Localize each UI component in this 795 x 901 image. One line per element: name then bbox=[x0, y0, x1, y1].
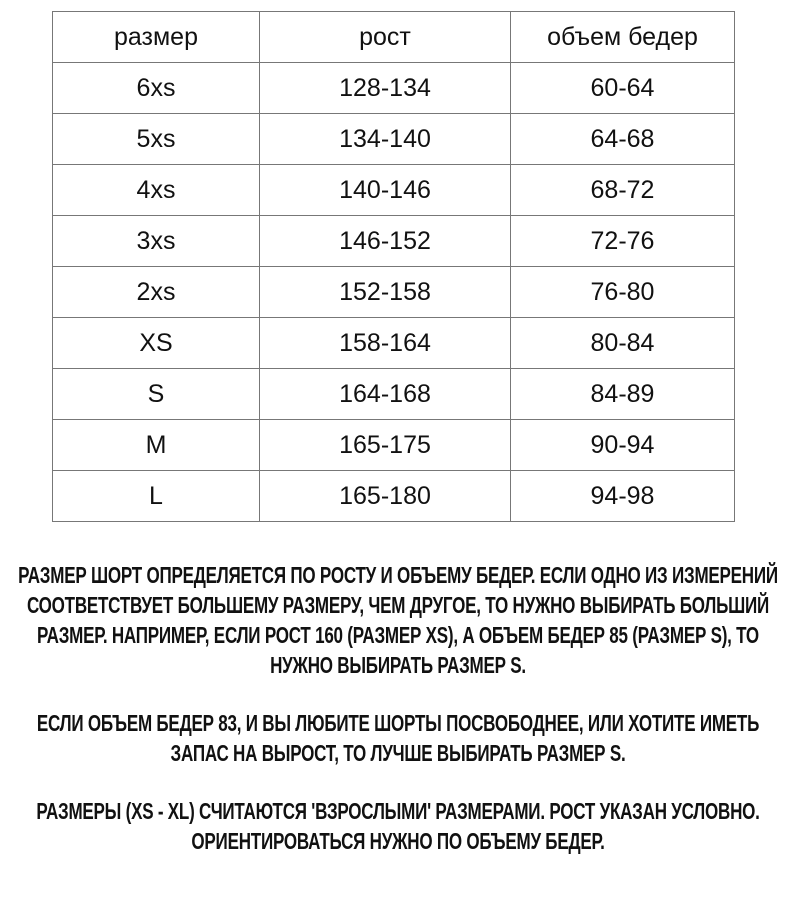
table-row bbox=[53, 369, 735, 420]
table-row bbox=[53, 318, 735, 369]
table-row bbox=[53, 63, 735, 114]
column-header-size: размер bbox=[53, 12, 260, 63]
cell-height: 152-158 bbox=[260, 267, 511, 318]
cell-height: 158-164 bbox=[260, 318, 511, 369]
cell-hips: 90-94 bbox=[511, 420, 735, 471]
note-paragraph-adult-sizes: РАЗМЕРЫ (XS - XL) СЧИТАЮТСЯ 'ВЗРОСЛЫМИ' РАЗМЕРАМИ. РОСТ УКАЗАН УСЛОВНО. ОРИЕНТИРОВАТЬСЯ НУЖНО ПО ОБЪЕМУ БЕДЕР. bbox=[36, 798, 760, 854]
column-header-hips: объем бедер bbox=[511, 12, 735, 63]
cell-height: 128-134 bbox=[260, 63, 511, 114]
column-header-height: рост bbox=[260, 12, 511, 63]
table-header-row bbox=[53, 12, 735, 63]
cell-size: XS bbox=[53, 318, 260, 369]
table-row bbox=[53, 216, 735, 267]
table-row bbox=[53, 420, 735, 471]
cell-hips: 94-98 bbox=[511, 471, 735, 522]
cell-hips: 72-76 bbox=[511, 216, 735, 267]
table-row bbox=[53, 267, 735, 318]
size-notes bbox=[0, 560, 795, 884]
cell-size: M bbox=[53, 420, 260, 471]
table-row bbox=[53, 471, 735, 522]
cell-size: 3xs bbox=[53, 216, 260, 267]
cell-height: 146-152 bbox=[260, 216, 511, 267]
cell-size: L bbox=[53, 471, 260, 522]
cell-height: 165-175 bbox=[260, 420, 511, 471]
cell-hips: 60-64 bbox=[511, 63, 735, 114]
cell-height: 134-140 bbox=[260, 114, 511, 165]
table-row bbox=[53, 165, 735, 216]
table-row bbox=[53, 114, 735, 165]
cell-size: 2xs bbox=[53, 267, 260, 318]
cell-size: 5xs bbox=[53, 114, 260, 165]
note-paragraph-loose-fit: ЕСЛИ ОБЪЕМ БЕДЕР 83, И ВЫ ЛЮБИТЕ ШОРТЫ ПОСВОБОДНЕЕ, ИЛИ ХОТИТЕ ИМЕТЬ ЗАПАС НА ВЫРОСТ, ТО ЛУЧШЕ ВЫБИРАТЬ РАЗМЕР S. bbox=[36, 710, 760, 766]
cell-size: S bbox=[53, 369, 260, 420]
cell-hips: 80-84 bbox=[511, 318, 735, 369]
cell-height: 164-168 bbox=[260, 369, 511, 420]
cell-height: 140-146 bbox=[260, 165, 511, 216]
cell-hips: 64-68 bbox=[511, 114, 735, 165]
cell-size: 6xs bbox=[53, 63, 260, 114]
note-paragraph-size-rule: РАЗМЕР ШОРТ ОПРЕДЕЛЯЕТСЯ ПО РОСТУ И ОБЪЕМУ БЕДЕР. ЕСЛИ ОДНО ИЗ ИЗМЕРЕНИЙ СООТВЕТСТВУЕТ БОЛЬШЕМУ РАЗМЕРУ, ЧЕМ ДРУГОЕ, ТО НУЖНО ВЫБИРАТЬ БОЛЬШИЙ РАЗМЕР. НАПРИМЕР, ЕСЛИ РОСТ 160 (РАЗМЕР XS), А ОБЪЕМ БЕДЕР 85 (РАЗМЕР S), ТО НУЖНО ВЫБИРАТЬ РАЗМЕР S. bbox=[18, 562, 778, 678]
cell-hips: 68-72 bbox=[511, 165, 735, 216]
cell-height: 165-180 bbox=[260, 471, 511, 522]
cell-hips: 76-80 bbox=[511, 267, 735, 318]
size-chart-table bbox=[52, 11, 735, 522]
cell-hips: 84-89 bbox=[511, 369, 735, 420]
cell-size: 4xs bbox=[53, 165, 260, 216]
